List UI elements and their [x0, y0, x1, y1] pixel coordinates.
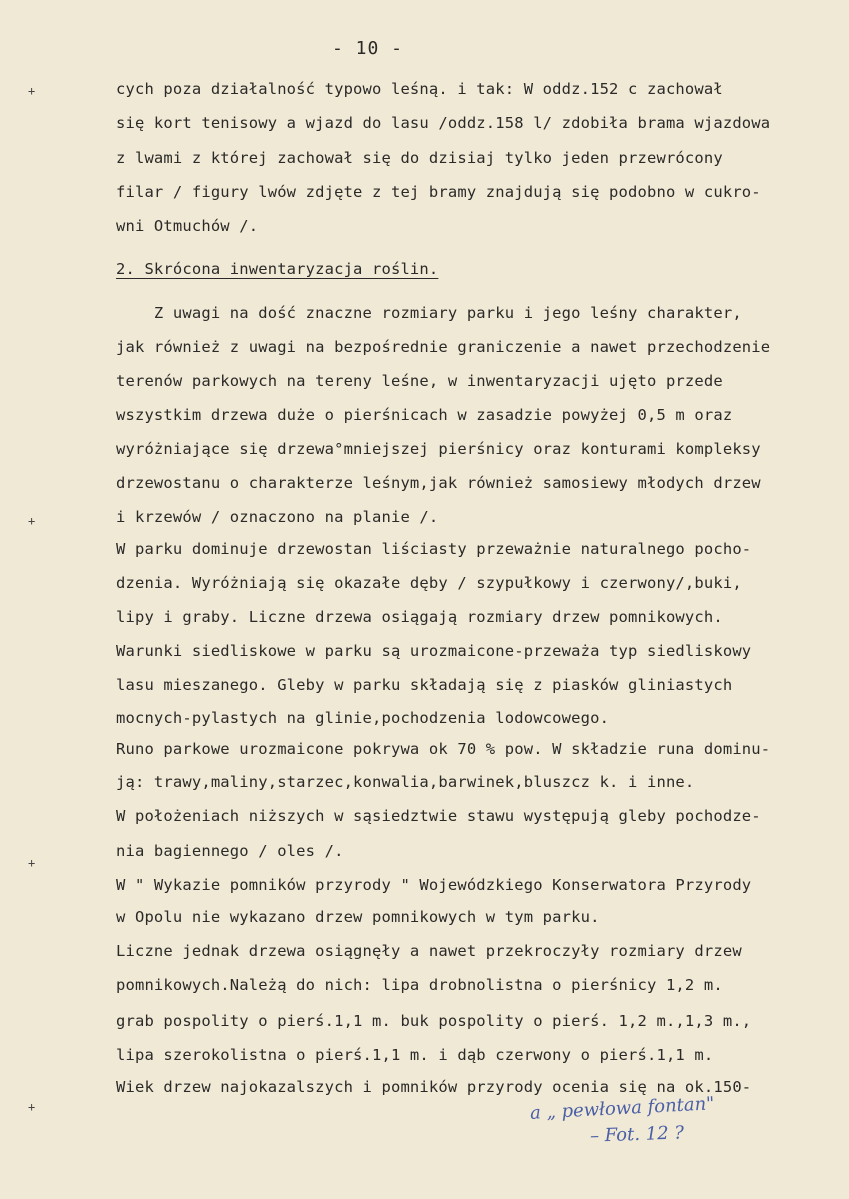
text-line-2: się kort tenisowy a wjazd do lasu /oddz.158 l/ zdobiła brama wjazdowa [116, 114, 771, 132]
text-line-20: Runo parkowe urozmaicone pokrywa ok 70 % pow. W składzie runa dominu- [116, 740, 771, 758]
text-line-4: filar / figury lwów zdjęte z tej bramy znajdują się podobno w cukro- [116, 183, 761, 201]
text-line-11: wyróżniające się drzewa°mniejszej pierśnicy oraz konturami kompleksy [116, 440, 761, 458]
margin-tick-mark: + [28, 84, 36, 98]
page-number: - 10 - [331, 38, 404, 59]
margin-tick-mark: + [28, 514, 36, 528]
text-line-5: wni Otmuchów /. [116, 217, 259, 235]
margin-tick-mark: + [28, 1100, 36, 1114]
section-heading: 2. Skrócona inwentaryzacja roślin. [116, 260, 439, 278]
text-line-17: Warunki siedliskowe w parku są urozmaicone-przeważa typ siedliskowy [116, 642, 752, 660]
text-line-28: grab pospolity o pierś.1,1 m. buk pospolity o pierś. 1,2 m.,1,3 m., [116, 1012, 752, 1030]
text-line-23: nia bagiennego / oles /. [116, 842, 344, 860]
text-line-21: ją: trawy,maliny,starzec,konwalia,barwinek,bluszcz k. i inne. [116, 773, 695, 791]
text-line-15: dzenia. Wyróżniają się okazałe dęby / szypułkowy i czerwony/,buki, [116, 574, 742, 592]
text-line-16: lipy i graby. Liczne drzewa osiągają rozmiary drzew pomnikowych. [116, 608, 723, 626]
text-line-9: terenów parkowych na tereny leśne, w inwentaryzacji ujęto przede [116, 372, 723, 390]
text-line-30: Wiek drzew najokazalszych i pomników przyrody ocenia się na ok.150- [116, 1078, 752, 1096]
handwritten-note-2: – Fot. 12 ? [589, 1122, 685, 1147]
text-line-1: cych poza działalność typowo leśną. i tak: W oddz.152 c zachował [116, 80, 723, 98]
text-line-8: jak również z uwagi na bezpośrednie graniczenie a nawet przechodzenie [116, 338, 771, 356]
margin-tick-mark: + [28, 856, 36, 870]
text-line-29: lipa szerokolistna o pierś.1,1 m. i dąb czerwony o pierś.1,1 m. [116, 1046, 714, 1064]
text-line-22: W położeniach niższych w sąsiedztwie stawu występują gleby pochodze- [116, 807, 761, 825]
handwritten-note-1: a „ pewłowa fontan" [529, 1093, 715, 1124]
text-line-26: Liczne jednak drzewa osiągnęły a nawet przekroczyły rozmiary drzew [116, 942, 742, 960]
text-line-27: pomnikowych.Należą do nich: lipa drobnolistna o pierśnicy 1,2 m. [116, 976, 723, 994]
text-line-10: wszystkim drzewa duże o pierśnicach w zasadzie powyżej 0,5 m oraz [116, 406, 733, 424]
text-line-3: z lwami z której zachował się do dzisiaj tylko jeden przewrócony [116, 149, 723, 167]
text-line-18: lasu mieszanego. Gleby w parku składają się z piasków gliniastych [116, 676, 733, 694]
text-line-25: w Opolu nie wykazano drzew pomnikowych w tym parku. [116, 908, 600, 926]
text-line-13: i krzewów / oznaczono na planie /. [116, 508, 439, 526]
text-line-14: W parku dominuje drzewostan liściasty przeważnie naturalnego pocho- [116, 540, 752, 558]
text-line-12: drzewostanu o charakterze leśnym,jak również samosiewy młodych drzew [116, 474, 761, 492]
text-line-7: Z uwagi na dość znaczne rozmiary parku i jego leśny charakter, [116, 304, 742, 322]
text-line-19: mocnych-pylastych na glinie,pochodzenia lodowcowego. [116, 709, 610, 727]
text-line-24: W " Wykazie pomników przyrody " Wojewódzkiego Konserwatora Przyrody [116, 876, 752, 894]
